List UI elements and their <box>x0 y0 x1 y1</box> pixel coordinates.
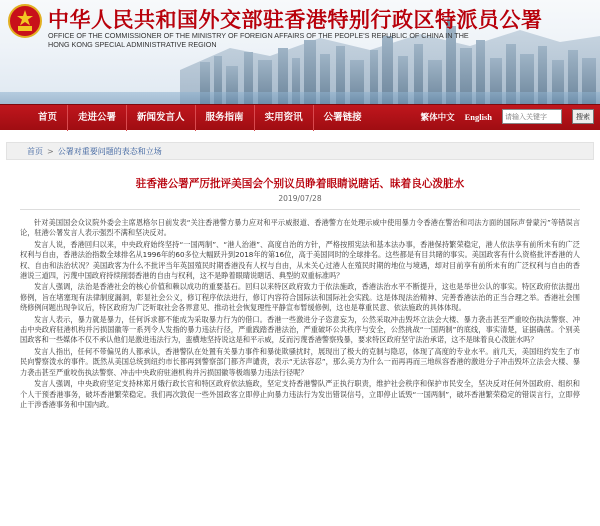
breadcrumb-section-link[interactable]: 公署对重要问题的表态和立场 <box>57 147 162 156</box>
nav-item-about[interactable]: 走进公署 <box>67 105 126 131</box>
english-link[interactable]: English <box>464 111 492 122</box>
article-title: 驻香港公署严厉批评美国会个别议员睁着眼睛说瞎话、昧着良心泼脏水 <box>135 178 465 190</box>
nav-item-practical-info[interactable]: 实用资讯 <box>254 105 313 131</box>
divider <box>20 209 580 210</box>
breadcrumb-home-link[interactable]: 首页 <box>27 147 43 156</box>
breadcrumb <box>6 142 594 160</box>
national-emblem-icon <box>8 4 42 38</box>
site-title-chinese: 中华人民共和国外交部驻香港特别行政区特派员公署 <box>48 8 543 32</box>
article-date: 2019/07/28 <box>278 194 322 203</box>
article-paragraph: 发言人表示，暴力就是暴力，任何诉求都不能成为采取暴力行为的借口。香港一些激进分子恣意妄为，公然采取冲击毁坏立法会大楼、暴力袭击甚至严重咬伤执法警察、冲击中央政府驻港机构并污损国徽等一系列令人发指的暴力违法行径，严重践踏香港法治，严重破坏公共秩序与安全，公然挑战“一国两制”的底线，事实清楚，证据确凿。个别美国政客和一些媒体不仅不承认他们是激进违法行为，蛮横地坚持说这是和平示威，反而污蔑香港警察残暴，要求特区政府坚守法治承诺，这不是昧着良心泼脏水吗？ <box>20 314 580 345</box>
nav-item-spokesperson[interactable]: 新闻发言人 <box>126 105 195 131</box>
traditional-chinese-link[interactable]: 繁体中文 <box>420 112 455 123</box>
breadcrumb-separator: > <box>47 147 54 156</box>
site-title-english: OFFICE OF THE COMMISSIONER OF THE MINISTRY OF FOREIGN AFFAIRS OF THE PEOPLE'S REPUBLIC OF CHINA IN THE HONG KONG SPECIAL ADMINISTRATIVE REGION <box>48 31 469 49</box>
search-input[interactable] <box>502 109 562 124</box>
article-container <box>0 160 600 410</box>
article-paragraph: 发言人强调，法治是香港社会的核心价值和赖以成功的重要基石。回归以来特区政府致力于依法施政，香港法治水平不断提升，这也是举世公认的事实。特区政府依法提出修例，旨在堵塞现有法律制度漏洞，彰显社会公义，修订程序依法进行，修订内容符合国际法和国际社会实践。这是体现法治精神、完善香港法治的正当合理之举。香港社会围绕修例问题出现争议后，特区政府为广泛听取社会各界意见、推动社会恢复理性平静宣布暂缓修例，这也是尊重民意、依法施政的具体体现。 <box>20 282 580 313</box>
nav-item-links[interactable]: 公署链接 <box>313 105 372 131</box>
article-body <box>20 218 580 410</box>
spacer <box>0 130 600 142</box>
search-button[interactable]: 搜索 <box>572 109 594 124</box>
site-header <box>0 0 600 104</box>
article-paragraph: 发言人说，香港回归以来，中央政府始终坚持“一国两制”、“港人治港”、高度自治的方针，严格按照宪法和基本法办事，香港保持繁荣稳定，港人依法享有前所未有的广泛权利与自由，香港法治指数全球排名从1996年的60多位大幅跃升到2018年的第16位，高于美国同时的全球排名。这些都是有目共睹的事实。美国政客有什么资格批评香港的人权、自由和法治状况？美国政客为什么不批评当年英国殖民时期香港没有人权与自由，从未关心过港人在殖民时期的地位与境遇，却对目前享有前所未有的广泛权利与自由的香港说三道四，污蔑中国政府持续削弱香港的自由与权利，这不是睁着眼睛说瞎话、典型的双重标准吗？ <box>20 239 580 281</box>
nav-menu <box>0 105 372 131</box>
article-paragraph: 针对美国国会众议院外委会主席恩格尔日前发表“关注香港警方暴力应对和平示威报道、香港警方在处理示威中使用暴力令香港在警治和司法方面的国际声誉蒙污”等错误言论，驻港公署发言人表示强烈不满和坚决反对。 <box>20 218 580 238</box>
nav-item-service-guide[interactable]: 服务指南 <box>195 105 254 131</box>
nav-item-home[interactable]: 首页 <box>38 112 58 123</box>
article-paragraph: 发言人指出，任何不带偏见的人都承认，香港警队在处置有关暴力事件和暴徒欺骚扰时，展现出了极大的克制与隐忍，体现了高度的专业水平。前几天，美国纽约发生了市民向警察泼水的事件。既然从美国总统到纽约市长都再到警察部门都齐声谴责，表示“无法容忍”，那么美方为什么一而再再而三地纵容香港的激进分子冲击毁坏立法会大楼、暴力袭击甚至严重咬伤执法警察、冲击中央政府驻港机构并污损国徽等极端暴力违法行径呢？ <box>20 346 580 377</box>
article-paragraph: 发言人强调，中央政府坚定支持林郑月娥行政长官和特区政府依法施政，坚定支持香港警队严正执行职责，维护社会秩序和保护市民安全，坚决反对任何外国政府、组织和个人干预香港事务，破坏香港繁荣稳定。我们再次敦促一些外国政客立即停止向暴力违法行为发出错误信号，立即停止诋毁“一国两制”，破坏香港繁荣稳定的错误言行，立即停止干涉香港事务和中国内政。 <box>20 379 580 409</box>
nav-utilities <box>421 109 594 124</box>
main-navigation <box>0 104 600 130</box>
